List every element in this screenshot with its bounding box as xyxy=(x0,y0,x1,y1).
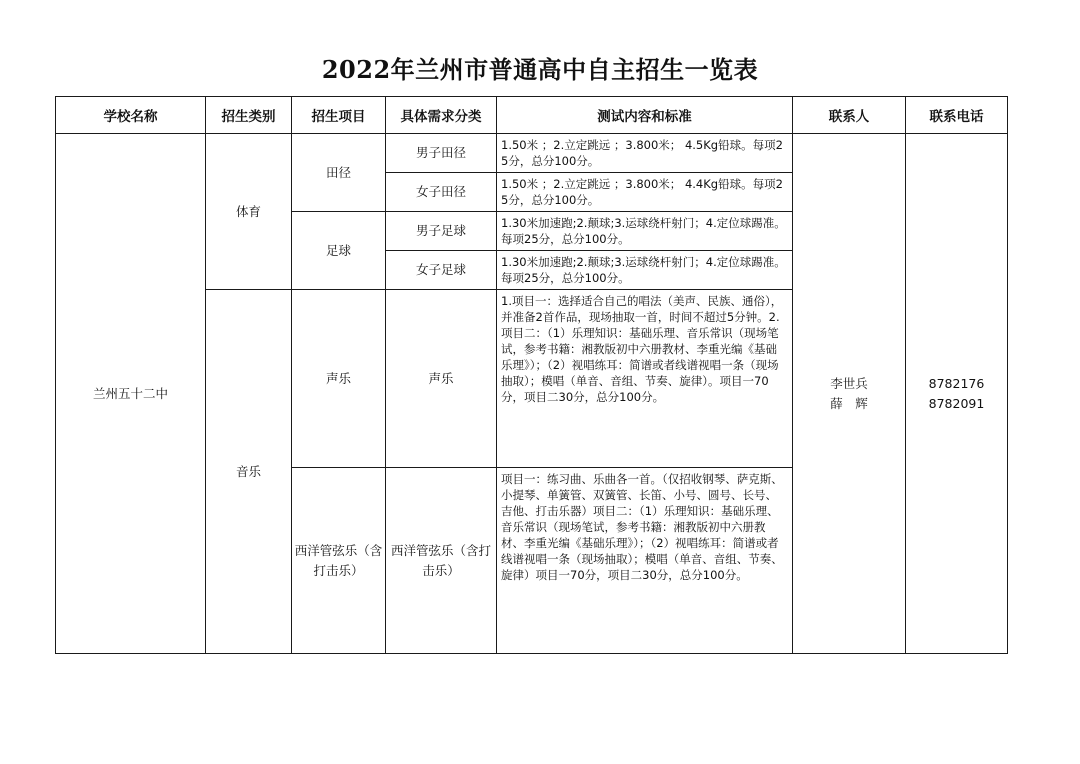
header-project: 招生项目 xyxy=(292,97,386,134)
header-test: 测试内容和标准 xyxy=(497,97,793,134)
category-sports-cell: 体育 xyxy=(206,134,292,290)
header-phone: 联系电话 xyxy=(906,97,1008,134)
test-track-female-cell: 1.50米 ；2.立定跳远 ；3.800米； 4.4Kg铅球。每项25分，总分100分。 xyxy=(497,173,793,212)
subcategory-football-female-cell: 女子足球 xyxy=(386,251,497,290)
test-vocal-cell: 1.项目一：选择适合自己的唱法（美声、民族、通俗），并准备2首作品，现场抽取一首，时间不超过5分钟。2.项目二：（1）乐理知识：基础乐理、音乐常识（现场笔试，参考书籍：湘教版初中六册教材、李重光编《基础乐理》）；（2）视唱练耳：简谱或者线谱视唱一条（现场抽取）；模唱（单音、音组、节奏、旋律）。项目一70分，项目二30分，总分100分。 xyxy=(497,290,793,468)
page-title: 2022年兰州市普通高中自主招生一览表 xyxy=(321,55,759,84)
contact-phone-1: 8782176 xyxy=(928,375,985,391)
contact-person-2: 薛 辉 xyxy=(830,395,868,411)
header-school: 学校名称 xyxy=(56,97,206,134)
header-subcategory: 具体需求分类 xyxy=(386,97,497,134)
school-name-cell: 兰州五十二中 xyxy=(56,134,206,654)
project-vocal-cell: 声乐 xyxy=(292,290,386,468)
test-western-cell: 项目一：练习曲、乐曲各一首。（仅招收钢琴、萨克斯、小提琴、单簧管、双簧管、长笛、小号、圆号、长号、吉他、打击乐器）项目二：（1）乐理知识：基础乐理、音乐常识（现场笔试，参考书籍：湘教版初中六册教材、李重光编《基础乐理》）；（2）视唱练耳：简谱或者线谱视唱一条（现场抽取）；模唱（单音、音组、节奏、旋律）项目一70分，项目二30分，总分100分。 xyxy=(497,468,793,654)
project-football-cell: 足球 xyxy=(292,212,386,290)
contact-phone-cell xyxy=(906,134,1008,654)
subcategory-vocal-cell: 声乐 xyxy=(386,290,497,468)
contact-person-cell xyxy=(793,134,906,654)
subcategory-football-male-cell: 男子足球 xyxy=(386,212,497,251)
test-football-female-cell: 1.30米加速跑;2.颠球;3.运球绕杆射门；4.定位球踢准。每项25分，总分100分。 xyxy=(497,251,793,290)
category-music-cell: 音乐 xyxy=(206,290,292,654)
project-western-cell: 西洋管弦乐（含打击乐） xyxy=(292,468,386,654)
contact-person-1: 李世兵 xyxy=(830,375,868,391)
subcategory-western-cell: 西洋管弦乐（含打击乐） xyxy=(386,468,497,654)
table-row xyxy=(56,134,1008,173)
header-row xyxy=(56,97,1008,134)
contact-phone-2: 8782091 xyxy=(928,395,985,411)
test-football-male-cell: 1.30米加速跑;2.颠球;3.运球绕杆射门；4.定位球踢准。每项25分，总分100分。 xyxy=(497,212,793,251)
header-contact: 联系人 xyxy=(793,97,906,134)
admissions-table xyxy=(55,96,1008,654)
test-track-male-cell: 1.50米 ；2.立定跳远 ；3.800米； 4.5Kg铅球。每项25分，总分100分。 xyxy=(497,134,793,173)
header-category: 招生类别 xyxy=(206,97,292,134)
project-track-cell: 田径 xyxy=(292,134,386,212)
subcategory-track-female-cell: 女子田径 xyxy=(386,173,497,212)
subcategory-track-male-cell: 男子田径 xyxy=(386,134,497,173)
